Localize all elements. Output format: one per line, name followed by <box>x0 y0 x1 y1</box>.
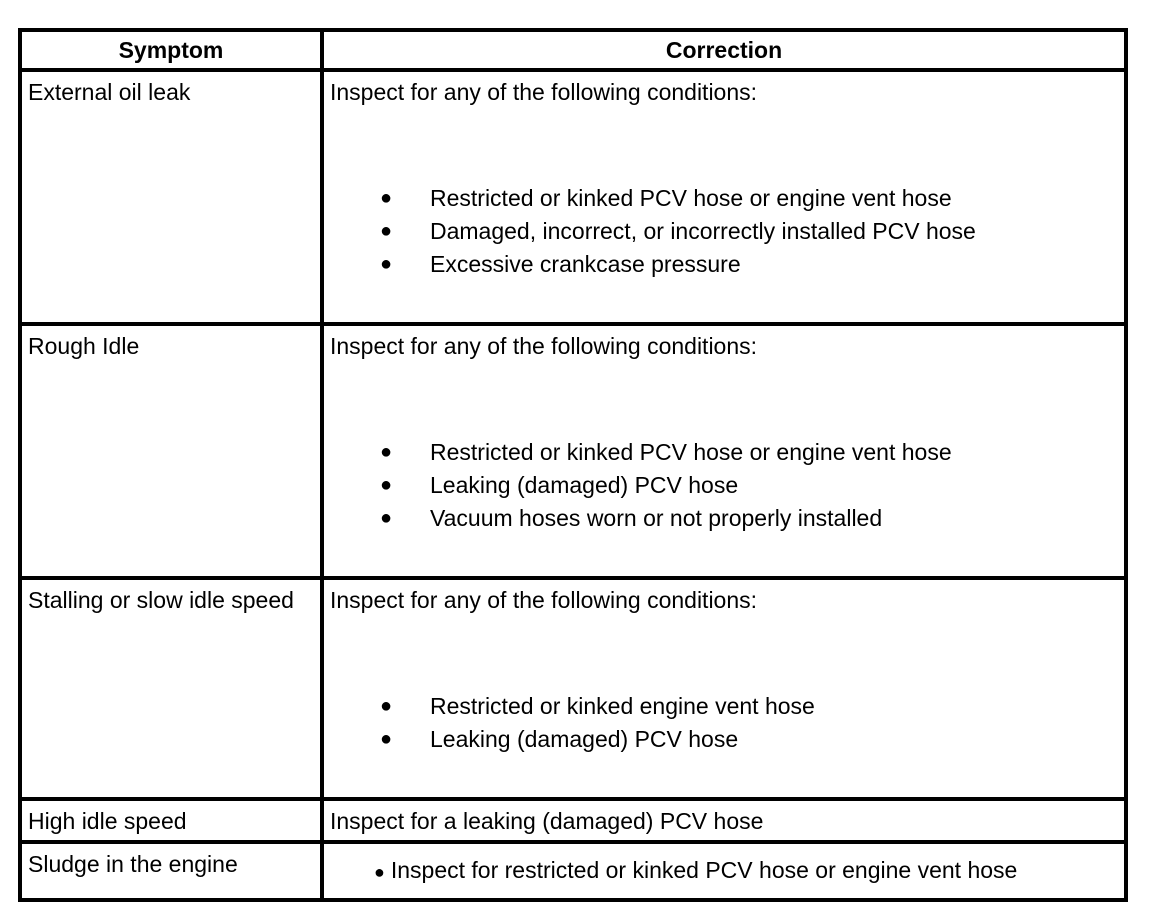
header-symptom: Symptom <box>20 30 322 70</box>
table-row <box>20 842 1126 900</box>
table-row <box>20 324 1126 578</box>
correction-intro: Inspect for any of the following conditions: <box>330 333 758 359</box>
list-item-text: Inspect for restricted or kinked PCV hose or engine vent hose <box>390 857 1018 883</box>
bullet-icon: ● <box>380 507 393 529</box>
correction-intro: Inspect for any of the following conditions: <box>330 587 758 613</box>
list-item-text: Restricted or kinked engine vent hose <box>430 693 815 719</box>
bullet-icon: ● <box>380 187 393 209</box>
correction-cell <box>322 70 1126 324</box>
list-item <box>330 436 1124 469</box>
symptom-cell: High idle speed <box>20 799 322 842</box>
symptom-cell: Sludge in the engine <box>20 842 322 900</box>
bullet-icon: ● <box>380 474 393 496</box>
list-item-text: Restricted or kinked PCV hose or engine vent hose <box>430 439 952 465</box>
bullet-icon: ● <box>380 441 393 463</box>
correction-cell <box>322 578 1126 799</box>
condition-list <box>330 690 1124 756</box>
correction-cell <box>322 324 1126 578</box>
bullet-icon: ● <box>380 253 393 275</box>
bullet-icon: ● <box>374 862 385 882</box>
correction-cell: Inspect for a leaking (damaged) PCV hose <box>322 799 1126 842</box>
list-item-text: Excessive crankcase pressure <box>430 251 741 277</box>
table-row <box>20 578 1126 799</box>
list-item-text: Leaking (damaged) PCV hose <box>430 726 739 752</box>
header-correction: Correction <box>322 30 1126 70</box>
list-item <box>330 182 1124 215</box>
list-item <box>330 856 1124 886</box>
list-item-text: Leaking (damaged) PCV hose <box>430 472 739 498</box>
table-row <box>20 799 1126 842</box>
list-item <box>330 469 1124 502</box>
bullet-icon: ● <box>380 695 393 717</box>
list-item <box>330 502 1124 535</box>
list-item <box>330 215 1124 248</box>
symptom-cell: Stalling or slow idle speed <box>20 578 322 799</box>
list-item <box>330 248 1124 281</box>
condition-list <box>330 182 1124 281</box>
table-row <box>20 70 1126 324</box>
list-item <box>330 690 1124 723</box>
bullet-icon: ● <box>380 728 393 750</box>
list-item <box>330 723 1124 756</box>
list-item-text: Restricted or kinked PCV hose or engine vent hose <box>430 185 952 211</box>
correction-intro: Inspect for any of the following conditions: <box>330 79 758 105</box>
symptom-cell: Rough Idle <box>20 324 322 578</box>
correction-cell <box>322 842 1126 900</box>
list-item-text: Vacuum hoses worn or not properly installed <box>430 505 883 531</box>
condition-list <box>330 436 1124 535</box>
header-row <box>20 30 1126 70</box>
bullet-icon: ● <box>380 220 393 242</box>
symptom-cell: External oil leak <box>20 70 322 324</box>
diagnosis-table <box>18 28 1128 902</box>
list-item-text: Damaged, incorrect, or incorrectly installed PCV hose <box>430 218 976 244</box>
